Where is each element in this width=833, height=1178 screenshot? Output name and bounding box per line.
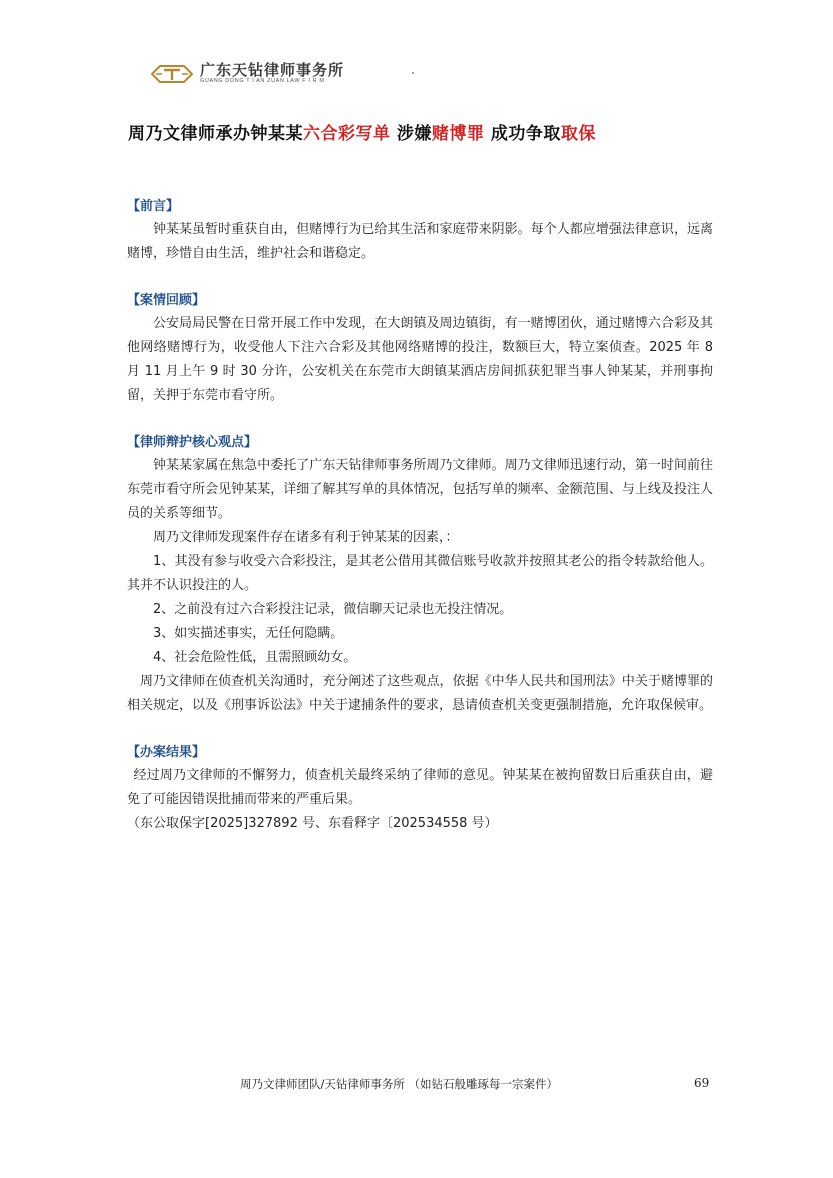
logo-english-name: GUANG DONG T I AN ZUAN LAW F I R M [200, 78, 325, 84]
footer-text: 周乃文律师团队/天钻律师事务所 （如钻石般雕琢每一宗案件） [240, 1077, 559, 1091]
defense-paragraph: 周乃文律师发现案件存在诸多有利于钟某某的因素，： [153, 530, 459, 545]
defense-paragraph: 周乃文律师在侦查机关沟通时，充分阐述了这些观点，依据《中华人民共和国刑法》中关于赌博罪的相关规定，以及《刑事诉讼法》中关于逮捕条件的要求，恳请侦查机关变更强制措施，允许取保候审。 [127, 674, 713, 713]
title-highlight: 六合彩写单 [303, 124, 391, 144]
diamond-logo-icon [150, 63, 194, 85]
document-title [128, 119, 748, 144]
page-number: 69 [694, 1076, 710, 1090]
title-part: 涉嫌 [390, 124, 432, 144]
section-heading-preface: 【前言】 [127, 199, 180, 214]
defense-point: 1、其没有参与收受六合彩投注，是其老公借用其微信账号收款并按照其老公的指令转款给他人。其并不认识投注的人。 [127, 554, 713, 593]
preface-paragraph: 钟某某虽暂时重获自由，但赌博行为已给其生活和家庭带来阴影。每个人都应增强法律意识，远离赌博，珍惜自由生活，维护社会和谐稳定。 [127, 222, 713, 261]
section-heading-defense: 【律师辩护核心观点】 [127, 435, 258, 450]
title-highlight: 取保 [560, 124, 596, 144]
defense-point: 3、如实描述事实，无任何隐瞒。 [153, 626, 344, 641]
defense-paragraph: 钟某某家属在焦急中委托了广东天钻律师事务所周乃文律师。周乃文律师迅速行动，第一时间前往东莞市看守所会见钟某某，详细了解其写单的具体情况，包括写单的频率、金额范围、与上线及投注人员的关系等细节。 [127, 458, 713, 521]
title-part: 成功争取 [484, 124, 561, 144]
section-heading-result: 【办案结果】 [127, 745, 206, 760]
title-highlight: 赌博罪 [431, 124, 485, 144]
defense-point: 4、社会危险性低，且需照顾幼女。 [153, 650, 357, 665]
defense-point: 2、之前没有过六合彩投注记录，微信聊天记录也无投注情况。 [153, 602, 513, 617]
logo-chinese-name: 广东天钻律师事务所 [200, 61, 345, 79]
document-body [127, 196, 713, 836]
result-paragraph: 经过周乃文律师的不懈努力，侦查机关最终采纳了律师的意见。钟某某在被拘留数日后重获自由，避免了可能因错误批捕而带来的严重后果。 [127, 768, 713, 807]
header-dot [412, 72, 414, 74]
review-paragraph: 公安局局民警在日常开展工作中发现，在大朗镇及周边镇街，有一赌博团伙，通过赌博六合彩及其他网络赌博行为，收受他人下注六合彩及其他网络赌博的投注，数额巨大，特立案侦查。2025 年 8 月 11 月上午 9 时 30 分许，公安机关在东莞市大朗镇某酒店房间抓获犯罪当事人钟某某，并刑事拘留，关押于东莞市看守所。 [127, 316, 713, 403]
section-heading-review: 【案情回顾】 [127, 293, 206, 308]
title-part: 周乃文律师承办钟某某 [128, 124, 303, 144]
firm-logo [150, 62, 344, 85]
case-reference: （东公取保字[2025]327892 号、东看释字〔202534558 号） [127, 816, 498, 831]
